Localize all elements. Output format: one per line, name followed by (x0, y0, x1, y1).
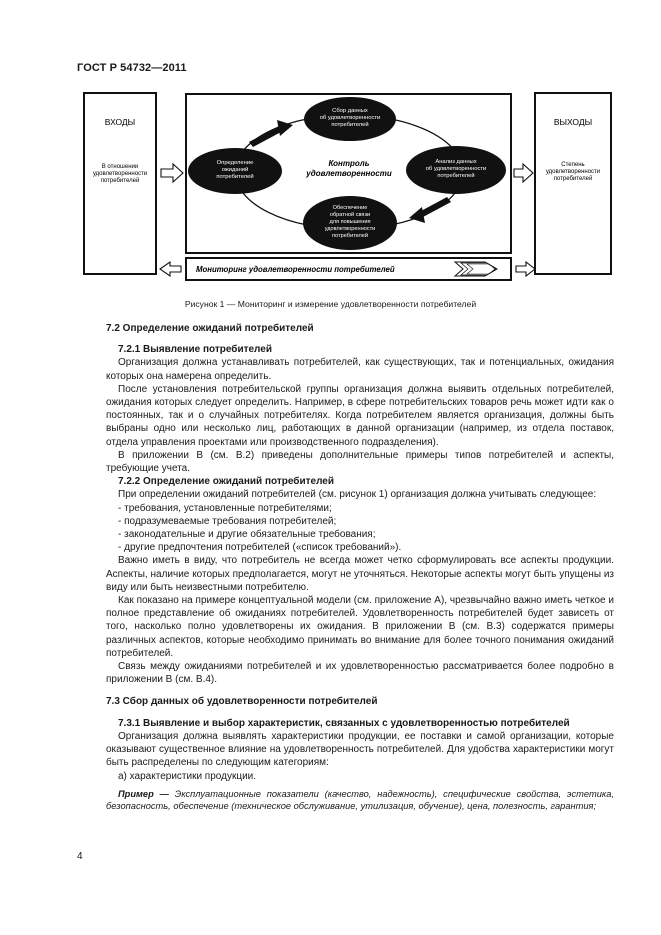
section-7-2-2-title: 7.2.2 Определение ожиданий потребителей (118, 476, 335, 488)
inputs-text-1: В отношении (101, 164, 139, 170)
section-7-2-1-title: 7.2.1 Выявление потребителей (118, 344, 272, 356)
section-7-3-1-paragraph-1: Организация должна выявлять характеристики продукции, ее поставки и самой организации, которые оказывают существенное влияние на удовлетворенность потребителей. Для удобства характеристики могут быть распределены по следующим категориям: (106, 730, 614, 769)
outputs-text-3: потребителей (553, 176, 593, 182)
node-feedback-text-3: для повышения (329, 219, 371, 225)
list-item: - законодательные и другие обязательные требования; (118, 529, 376, 541)
section-7-2-1-paragraph-3: В приложении В (см. В.2) приведены дополнительные примеры типов потребителей и аспекты, требующие учета. (106, 449, 614, 475)
center-label-1: Контроль (328, 159, 370, 168)
section-7-2-2-paragraph-1: При определении ожиданий потребителей (см. рисунок 1) организация должна учитывать следующее: (118, 489, 597, 501)
center-label-2: удовлетворенности (306, 169, 392, 178)
monitoring-arrow-right (516, 262, 535, 276)
input-arrow (161, 164, 183, 182)
node-define-expectations-text-1: Определение (216, 160, 254, 166)
section-7-2-title: 7.2 Определение ожиданий потребителей (106, 323, 314, 334)
example-label: Пример — (118, 788, 169, 799)
node-define-expectations-text-2: ожиданий (221, 167, 249, 173)
inputs-text-3: потребителей (100, 178, 140, 184)
figure-caption: Рисунок 1 — Мониторинг и измерение удовлетворенности потребителей (184, 299, 477, 309)
section-7-3-1-title: 7.3.1 Выявление и выбор характеристик, связанных с удовлетворенностью потребителей (118, 717, 570, 729)
section-7-3-title: 7.3 Сбор данных об удовлетворенности потребителей (106, 696, 378, 708)
document-body (106, 322, 614, 813)
section-7-3-1-item-a: а) характеристики продукции. (118, 770, 257, 782)
section-7-2-1-paragraph-2: После установления потребительской группы организация должна выявить отдельных потребителей, ожидания которых следует определить. Например, в сфере потребительских товаров речь может идти как о постоянных, так и о случайных потребителях. Когда потребителем является организация, должны быть выбраны одно или несколько лиц, работающих в данной организации (например, из отдела поставок, отдела управления проектами или производственного подразделения). (106, 383, 614, 448)
section-7-2-2-paragraph-2: Важно иметь в виду, что потребитель не всегда может четко сформулировать все аспекты продукции. Аспекты, наличие которых предполагается, могут не уточняться. Некоторые аспекты могут быть упущены из виду или быть неизвестными потребителю. (106, 555, 614, 593)
inputs-title: ВХОДЫ (104, 117, 136, 127)
list-item: - подразумеваемые требования потребителей; (118, 515, 337, 527)
monitoring-arrow-left (160, 262, 181, 276)
section-7-2-2-paragraph-3: Как показано на примере концептуальной модели (см. приложение А), чрезвычайно важно иметь четкое и полное представление об ожиданиях потребителей. Удовлетворенность потребителей будет зависеть от того, насколько полно удовлетворены их ожидания. В приложении В (см. В.3) содержатся примеры различных аспектов, которые необходимо принимать во внимание для более точного понимания ожиданий потребителей. (106, 595, 614, 659)
node-collect-data-text-2: об удовлетворенности (319, 115, 381, 121)
node-analyze-data-text-2: об удовлетворенности (425, 166, 487, 172)
node-collect-data-text-3: потребителей (331, 122, 369, 128)
section-7-2-2-paragraph-4: Связь между ожиданиями потребителей и их удовлетворенностью рассматривается более подробно в приложении В (см. В.4). (106, 661, 614, 686)
outputs-text-2: удовлетворенности (545, 169, 601, 175)
inputs-text-2: удовлетворенности (92, 171, 148, 177)
outputs-text-1: Степень (561, 162, 585, 168)
list-item: - требования, установленные потребителями; (118, 502, 332, 514)
example-note (106, 788, 614, 813)
example-text: Эксплуатационные показатели (качество, надежность), специфические свойства, эстетика, безопасность, обеспечение (техническое обслуживание, утилизация, обучение), цена, полезность, гарантия; (106, 788, 615, 812)
list-item: - другие предпочтения потребителей («список требований»). (118, 542, 402, 554)
node-analyze-data-text-3: потребителей (437, 173, 475, 179)
output-arrow (514, 164, 533, 182)
document-header: ГОСТ Р 54732—2011 (77, 62, 187, 74)
node-collect-data-text-1: Сбор данных (332, 108, 368, 114)
node-feedback-text-2: обратной связи (329, 212, 371, 218)
node-feedback-text-1: Обеспечение (332, 205, 368, 211)
outputs-title: ВЫХОДЫ (553, 117, 593, 127)
monitoring-label: Мониторинг удовлетворенности потребителей (196, 265, 395, 274)
node-feedback-text-5: потребителей (332, 233, 368, 239)
node-define-expectations-text-3: потребителей (216, 174, 254, 180)
section-7-2-1-paragraph-1: Организация должна устанавливать потребителей, как существующих, так и потенциальных, ожидания которых она намерена определить. (106, 357, 614, 382)
node-analyze-data-text-1: Анализ данных (435, 159, 477, 165)
diagram-svg (83, 92, 615, 287)
figure-monitoring-diagram (83, 92, 615, 287)
page-number: 4 (77, 851, 83, 862)
node-feedback-text-4: удовлетворенности (324, 226, 376, 232)
